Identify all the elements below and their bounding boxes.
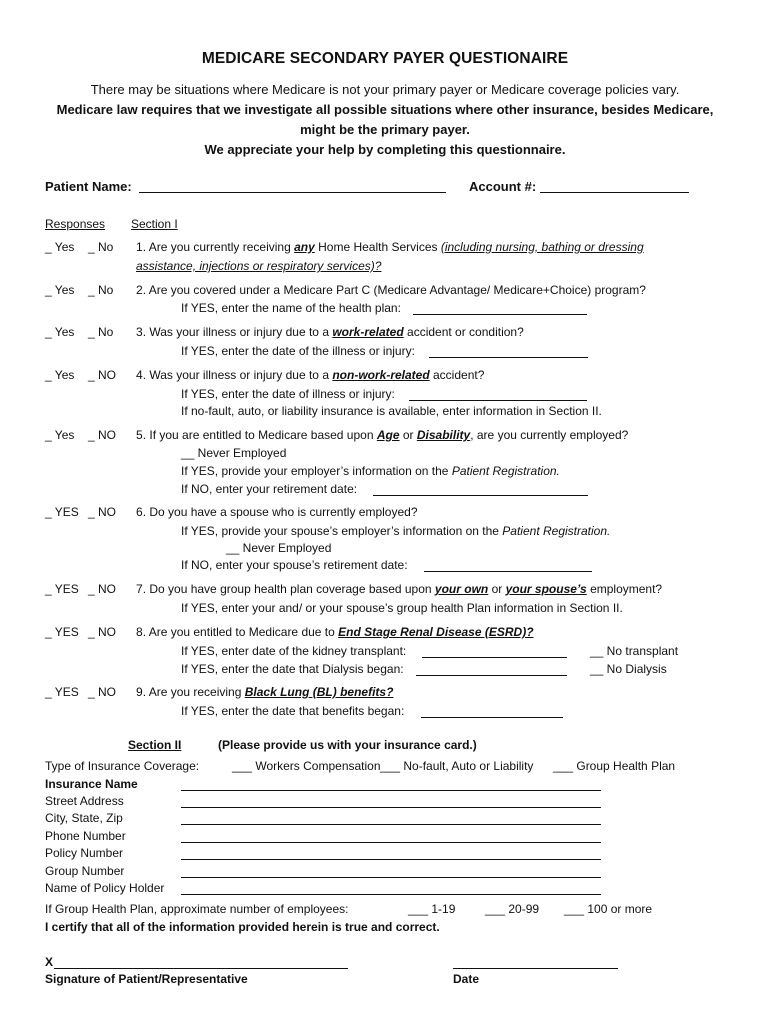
insurance-name-label: Insurance Name xyxy=(45,777,138,791)
signature-label: Signature of Patient/Representative xyxy=(45,972,248,986)
coverage-group-health-option[interactable]: ___ Group Health Plan xyxy=(553,759,676,773)
q7-text: 7. Do you have group health plan coverage based upon your own or your spouse’s employment? xyxy=(136,582,663,596)
q3-date-field[interactable] xyxy=(429,357,588,358)
phone-number-field[interactable] xyxy=(181,842,601,843)
q5-sub-2: If YES, provide your employer’s information on the Patient Registration. xyxy=(181,464,560,478)
q8-text: 8. Are you entitled to Medicare due to End Stage Renal Disease (ESRD)? xyxy=(136,625,534,639)
q4-yes-option[interactable]: _ Yes xyxy=(45,368,75,382)
q5-retirement-date-field[interactable] xyxy=(373,495,588,496)
q9-bl-date-field[interactable] xyxy=(421,717,563,718)
intro-line-3: might be the primary payer. xyxy=(300,122,470,137)
q3-yes-option[interactable]: _ Yes xyxy=(45,325,75,339)
q3-sub-1: If YES, enter the date of the illness or injury: xyxy=(181,344,415,358)
section-2-header: Section II xyxy=(128,738,182,752)
q4-sub-1: If YES, enter the date of illness or injury: xyxy=(181,387,395,401)
street-address-label: Street Address xyxy=(45,794,124,808)
q8-no-option[interactable]: _ NO xyxy=(88,625,117,639)
q9-yes-option[interactable]: _ YES xyxy=(45,685,79,699)
employees-20-99-option[interactable]: ___ 20-99 xyxy=(485,902,540,916)
coverage-no-fault-option[interactable]: ___ No-fault, Auto or Liability xyxy=(380,759,534,773)
policy-number-label: Policy Number xyxy=(45,846,124,860)
employees-1-19-option[interactable]: ___ 1-19 xyxy=(408,902,456,916)
insurance-name-field[interactable] xyxy=(181,790,601,791)
q8-sub-1: If YES, enter date of the kidney transplant: xyxy=(181,644,407,658)
q5-no-option[interactable]: _ NO xyxy=(88,428,117,442)
q2-yes-option[interactable]: _ Yes xyxy=(45,283,75,297)
q4-sub-2: If no-fault, auto, or liability insurance is available, enter information in Section II. xyxy=(181,404,602,418)
q5-never-employed-option[interactable]: __ Never Employed xyxy=(181,446,287,460)
q8-yes-option[interactable]: _ YES xyxy=(45,625,79,639)
q8-no-dialysis-option[interactable]: __ No Dialysis xyxy=(590,662,667,676)
patient-name-field[interactable] xyxy=(139,192,446,193)
q3-no-option[interactable]: _ No xyxy=(88,325,114,339)
patient-name-label: Patient Name: xyxy=(45,179,132,194)
employees-100-plus-option[interactable]: ___ 100 or more xyxy=(564,902,653,916)
street-address-field[interactable] xyxy=(181,807,601,808)
responses-header: Responses xyxy=(45,217,106,231)
coverage-type-label: Type of Insurance Coverage: xyxy=(45,759,200,773)
section-2-note: (Please provide us with your insurance card.) xyxy=(218,738,477,752)
employees-label: If Group Health Plan, approximate number of employees: xyxy=(45,902,349,916)
q4-text: 4. Was your illness or injury due to a non-work-related accident? xyxy=(136,368,485,382)
group-number-label: Group Number xyxy=(45,864,125,878)
q2-health-plan-field[interactable] xyxy=(413,314,587,315)
account-label: Account #: xyxy=(469,179,537,194)
coverage-workers-comp-option[interactable]: ___ Workers Compensation xyxy=(232,759,381,773)
page-title: MEDICARE SECONDARY PAYER QUESTIONAIRE xyxy=(201,50,569,67)
q5-sub-3: If NO, enter your retirement date: xyxy=(181,482,358,496)
q1-text: 1. Are you currently receiving any Home Health Services (including nursing, bathing or dressing xyxy=(136,240,644,254)
group-number-field[interactable] xyxy=(181,877,601,878)
q5-yes-option[interactable]: _ Yes xyxy=(45,428,75,442)
policy-holder-label: Name of Policy Holder xyxy=(45,881,165,895)
q2-no-option[interactable]: _ No xyxy=(88,283,114,297)
q6-text: 6. Do you have a spouse who is currently employed? xyxy=(136,505,418,519)
section-1-header: Section I xyxy=(131,217,178,231)
q9-sub-1: If YES, enter the date that benefits began: xyxy=(181,704,405,718)
q6-yes-option[interactable]: _ YES xyxy=(45,505,79,519)
city-state-zip-field[interactable] xyxy=(181,824,601,825)
q3-text: 3. Was your illness or injury due to a work-related accident or condition? xyxy=(136,325,524,339)
account-field[interactable] xyxy=(540,192,689,193)
q7-yes-option[interactable]: _ YES xyxy=(45,582,79,596)
q1-yes-option[interactable]: _ Yes xyxy=(45,240,75,254)
policy-holder-field[interactable] xyxy=(181,894,601,895)
q6-sub-3: If NO, enter your spouse’s retirement date: xyxy=(181,558,408,572)
intro-line-4: We appreciate your help by completing this questionnaire. xyxy=(204,142,566,157)
phone-number-label: Phone Number xyxy=(45,829,126,843)
city-state-zip-label: City, State, Zip xyxy=(45,811,123,825)
certification-statement: I certify that all of the information provided herein is true and correct. xyxy=(45,920,440,934)
q2-sub-1: If YES, enter the name of the health plan: xyxy=(181,301,401,315)
q8-dialysis-date-field[interactable] xyxy=(416,675,567,676)
q7-sub-1: If YES, enter your and/ or your spouse’s group health Plan information in Section II. xyxy=(181,601,623,615)
q6-sub-1: If YES, provide your spouse’s employer’s information on the Patient Registration. xyxy=(181,524,611,538)
q6-spouse-retirement-date-field[interactable] xyxy=(424,571,592,572)
q7-no-option[interactable]: _ NO xyxy=(88,582,117,596)
q6-no-option[interactable]: _ NO xyxy=(88,505,117,519)
signature-x-mark: X xyxy=(45,955,54,969)
signature-field[interactable] xyxy=(54,968,348,969)
q9-text: 9. Are you receiving Black Lung (BL) benefits? xyxy=(136,685,394,699)
q6-never-employed-option[interactable]: __ Never Employed xyxy=(226,541,332,555)
q1-no-option[interactable]: _ No xyxy=(88,240,114,254)
q4-date-field[interactable] xyxy=(409,400,587,401)
q5-text: 5. If you are entitled to Medicare based upon Age or Disability, are you currently employed? xyxy=(136,428,629,442)
policy-number-field[interactable] xyxy=(181,859,601,860)
q1-text-continued: assistance, injections or respiratory services)? xyxy=(136,259,382,273)
q9-no-option[interactable]: _ NO xyxy=(88,685,117,699)
q2-text: 2. Are you covered under a Medicare Part C (Medicare Advantage/ Medicare+Choice) program? xyxy=(136,283,646,297)
intro-line-2: Medicare law requires that we investigate all possible situations where other insurance, besides Medicare, xyxy=(56,102,714,117)
q8-sub-2: If YES, enter the date that Dialysis began: xyxy=(181,662,404,676)
q4-no-option[interactable]: _ NO xyxy=(88,368,117,382)
date-field[interactable] xyxy=(453,968,618,969)
q8-no-transplant-option[interactable]: __ No transplant xyxy=(590,644,679,658)
date-label: Date xyxy=(453,972,480,986)
intro-line-1: There may be situations where Medicare is not your primary payer or Medicare coverage policies vary. xyxy=(90,82,680,97)
q8-transplant-date-field[interactable] xyxy=(422,657,567,658)
